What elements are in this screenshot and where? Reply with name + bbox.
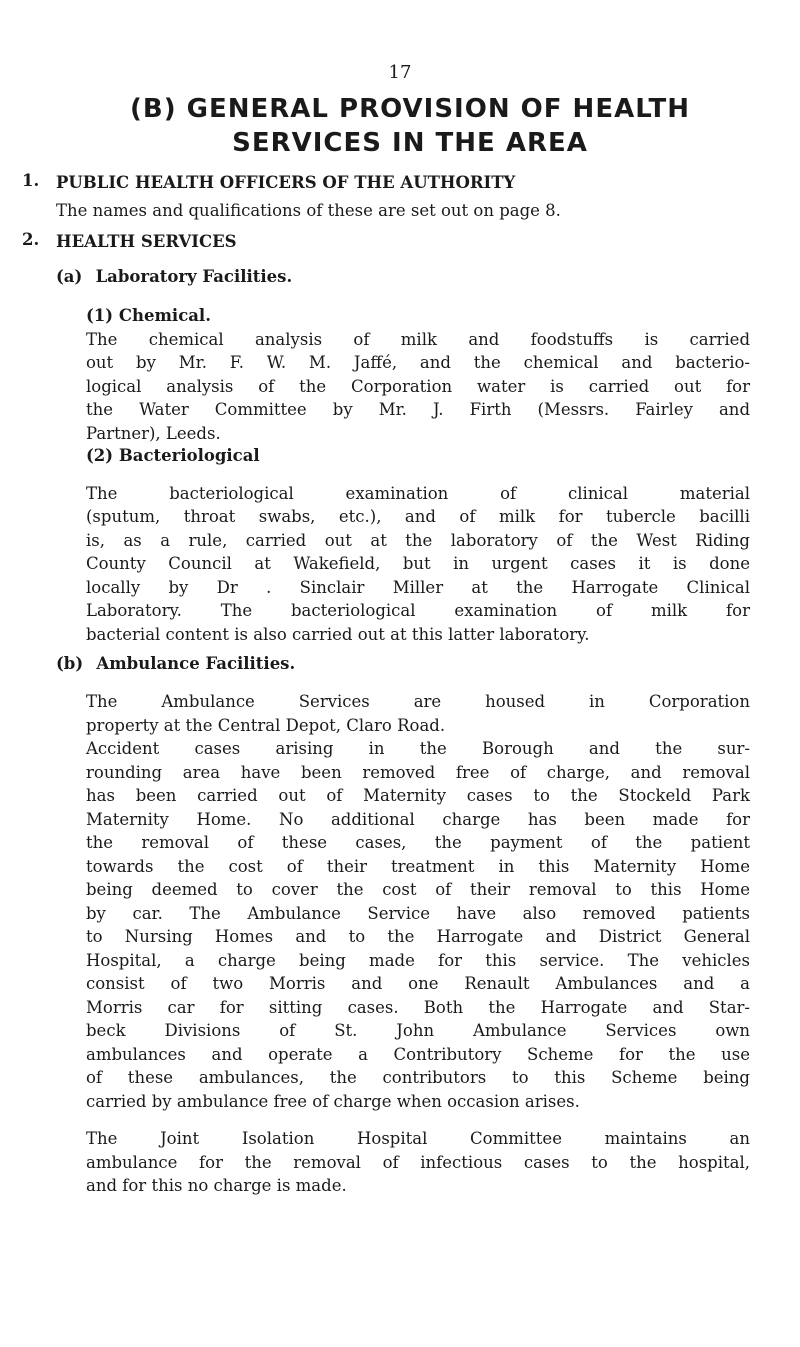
- ambulance-line: Hospital, a charge being made for this service. The vehicles: [86, 950, 750, 970]
- ambulance-line: rounding area have been removed free of charge, and removal: [86, 762, 750, 782]
- ambulance-paragraph-3: [86, 1127, 750, 1198]
- section-2-heading: HEALTH SERVICES: [56, 232, 237, 251]
- subsection-a-label: (a): [56, 267, 83, 286]
- subsection-b: [56, 652, 756, 676]
- subsection-a: [56, 265, 756, 289]
- bacteriological-line: (sputum, throat swabs, etc.), and of milk for tubercle bacilli: [86, 507, 750, 526]
- ambulance-line: to Nursing Homes and to the Harrogate and District General: [86, 927, 750, 946]
- chemical-line: the Water Committee by Mr. J. Firth (Messrs. Fairley and: [86, 400, 750, 419]
- subsection-b-label: (b): [56, 654, 84, 673]
- page-number: 17: [388, 62, 412, 83]
- section-2-number: 2.: [22, 230, 40, 249]
- chemical-line: out by Mr. F. W. M. Jaffé, and the chemical and bacterio-: [86, 353, 750, 372]
- section-2-heading-block: [56, 230, 746, 254]
- bacteriological-line: bacterial content is also carried out at this latter laboratory.: [86, 624, 590, 644]
- section-1-text: The names and qualifications of these are set out on page 8.: [56, 200, 561, 220]
- ambulance-section: [86, 690, 750, 1198]
- section-1-number: 1.: [22, 171, 40, 190]
- bacteriological-line: locally by Dr . Sinclair Miller at the Harrogate Clinical: [86, 577, 750, 597]
- bacteriological-line: Laboratory. The bacteriological examination of milk for: [86, 601, 750, 620]
- page-title: [60, 92, 760, 160]
- page-title-line-1: (B) GENERAL PROVISION OF HEALTH: [130, 94, 690, 124]
- chemical-heading: (1) Chemical.: [86, 306, 211, 325]
- ambulance-line: towards the cost of their treatment in this Maternity Home: [86, 856, 750, 876]
- ambulance-line: of these ambulances, the contributors to this Scheme being: [86, 1068, 750, 1087]
- bacteriological-paragraph: [86, 482, 750, 647]
- bacteriological-heading: (2) Bacteriological: [86, 446, 260, 465]
- ambulance-line: property at the Central Depot, Claro Road.: [86, 715, 446, 735]
- ambulance-paragraph-1: [86, 690, 750, 737]
- ambulance-line: ambulances and operate a Contributory Scheme for the use: [86, 1044, 750, 1064]
- ambulance-line: ambulance for the removal of infectious cases to the hospital,: [86, 1152, 750, 1172]
- ambulance-line: carried by ambulance free of charge when occasion arises.: [86, 1091, 580, 1111]
- ambulance-line: consist of two Morris and one Renault Ambulances and a: [86, 974, 750, 993]
- section-1-heading: PUBLIC HEALTH OFFICERS OF THE AUTHORITY: [56, 173, 516, 192]
- ambulance-paragraph-2: [86, 737, 750, 1113]
- ambulance-line: Morris car for sitting cases. Both the Harrogate and Star-: [86, 997, 750, 1017]
- page-title-line-2: SERVICES IN THE AREA: [232, 128, 588, 158]
- subsection-a-heading: Laboratory Facilities.: [95, 267, 293, 286]
- bacteriological-line: is, as a rule, carried out at the laboratory of the West Riding: [86, 530, 750, 550]
- bacteriological-line: County Council at Wakefield, but in urgent cases it is done: [86, 554, 750, 573]
- ambulance-line: and for this no charge is made.: [86, 1176, 347, 1195]
- subsection-b-heading: Ambulance Facilities.: [96, 654, 296, 673]
- bacteriological-line: The bacteriological examination of clinical material: [86, 483, 750, 503]
- chemical-line: logical analysis of the Corporation water is carried out for: [86, 376, 750, 396]
- bacteriological-section: [86, 444, 750, 646]
- chemical-paragraph: [86, 328, 750, 446]
- chemical-line: The chemical analysis of milk and foodstuffs is carried: [86, 329, 750, 349]
- chemical-section: [86, 304, 750, 445]
- ambulance-line: Maternity Home. No additional charge has been made for: [86, 809, 750, 829]
- chemical-line: Partner), Leeds.: [86, 423, 221, 443]
- ambulance-line: beck Divisions of St. John Ambulance Services own: [86, 1021, 750, 1040]
- ambulance-line: The Ambulance Services are housed in Corporation: [86, 692, 750, 711]
- ambulance-line: has been carried out of Maternity cases to the Stockeld Park: [86, 786, 750, 805]
- ambulance-line: being deemed to cover the cost of their removal to this Home: [86, 880, 750, 899]
- ambulance-line: The Joint Isolation Hospital Committee maintains an: [86, 1129, 750, 1148]
- ambulance-line: Accident cases arising in the Borough and the sur-: [86, 739, 750, 758]
- ambulance-line: by car. The Ambulance Service have also removed patients: [86, 903, 750, 923]
- section-1: [56, 171, 746, 222]
- ambulance-line: the removal of these cases, the payment of the patient: [86, 833, 750, 852]
